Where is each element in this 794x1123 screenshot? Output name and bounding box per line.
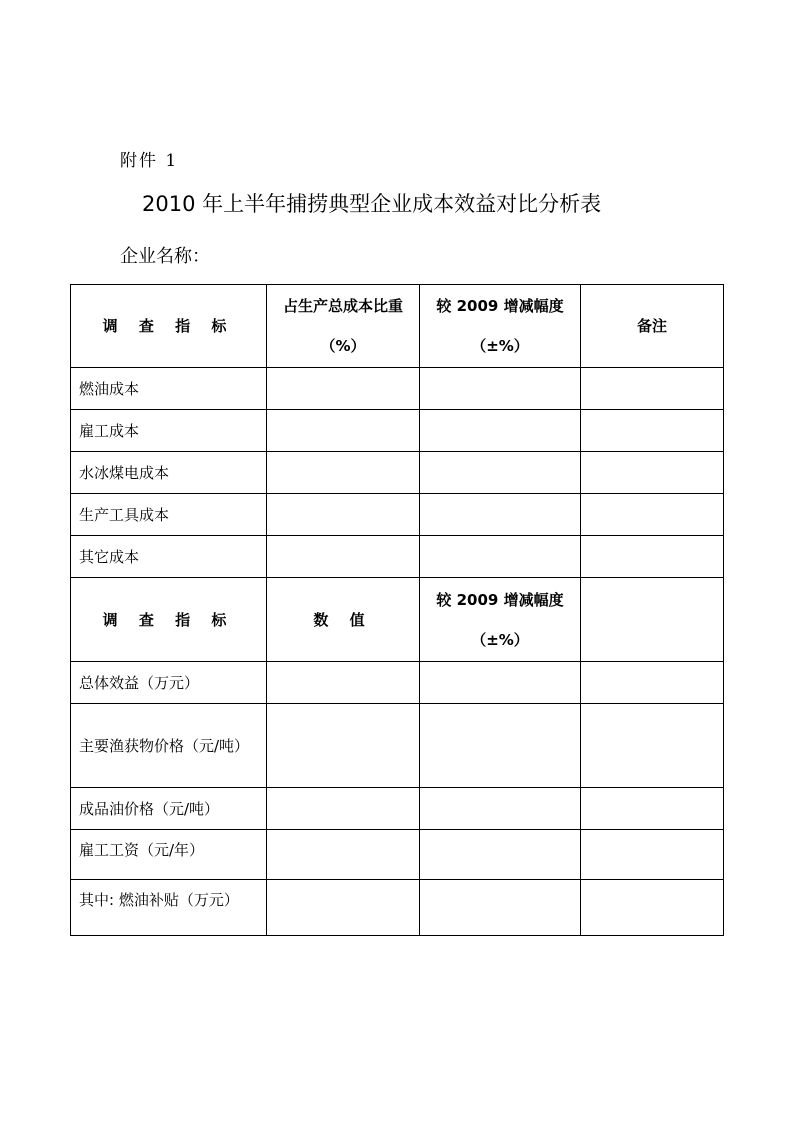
input-cell[interactable] [420, 368, 581, 410]
input-cell[interactable] [581, 536, 724, 578]
input-cell[interactable] [420, 704, 581, 788]
header-change-vs-2009: 较 2009 增减幅度（±%） [420, 285, 581, 368]
table-row [71, 788, 724, 830]
input-cell[interactable] [420, 452, 581, 494]
cost-benefit-table [70, 284, 724, 936]
input-cell[interactable] [267, 788, 420, 830]
input-cell[interactable] [267, 494, 420, 536]
header-value: 数 值 [267, 578, 420, 662]
input-cell[interactable] [420, 410, 581, 452]
input-cell[interactable] [581, 880, 724, 936]
header-remarks: 备注 [581, 285, 724, 368]
row-label: 总体效益（万元） [71, 662, 267, 704]
input-cell[interactable] [581, 410, 724, 452]
row-label: 燃油成本 [71, 368, 267, 410]
input-cell[interactable] [267, 830, 420, 880]
input-cell[interactable] [581, 788, 724, 830]
table-row [71, 704, 724, 788]
input-cell[interactable] [267, 410, 420, 452]
row-label: 成品油价格（元/吨） [71, 788, 267, 830]
header-indicator: 调 查 指 标 [71, 285, 267, 368]
table-row [71, 662, 724, 704]
input-cell[interactable] [581, 452, 724, 494]
header-change-vs-2009: 较 2009 增减幅度（±%） [420, 578, 581, 662]
row-label: 水冰煤电成本 [71, 452, 267, 494]
input-cell[interactable] [581, 494, 724, 536]
row-label: 雇工工资（元/年） [71, 830, 267, 880]
section1-header-row [71, 285, 724, 368]
row-label: 其中: 燃油补贴（万元） [71, 880, 267, 936]
row-label: 生产工具成本 [71, 494, 267, 536]
input-cell[interactable] [267, 452, 420, 494]
attachment-label: 附件 1 [120, 151, 179, 171]
table-row [71, 536, 724, 578]
input-cell[interactable] [267, 662, 420, 704]
table-row [71, 452, 724, 494]
input-cell[interactable] [581, 662, 724, 704]
input-cell[interactable] [267, 704, 420, 788]
input-cell[interactable] [420, 662, 581, 704]
row-label: 雇工成本 [71, 410, 267, 452]
table-row [71, 880, 724, 936]
table-row [71, 494, 724, 536]
input-cell[interactable] [581, 830, 724, 880]
input-cell[interactable] [420, 494, 581, 536]
company-name-label: 企业名称： [120, 246, 210, 267]
document-title: 2010 年上半年捕捞典型企业成本效益对比分析表 [142, 192, 602, 216]
row-label: 其它成本 [71, 536, 267, 578]
table-row [71, 368, 724, 410]
header-cost-share: 占生产总成本比重（%） [267, 285, 420, 368]
table-row [71, 830, 724, 880]
input-cell[interactable] [267, 536, 420, 578]
header-blank [581, 578, 724, 662]
input-cell[interactable] [581, 704, 724, 788]
input-cell[interactable] [420, 880, 581, 936]
input-cell[interactable] [581, 368, 724, 410]
section2-header-row [71, 578, 724, 662]
table-row [71, 410, 724, 452]
input-cell[interactable] [420, 788, 581, 830]
row-label: 主要渔获物价格（元/吨） [71, 704, 267, 788]
header-indicator: 调 查 指 标 [71, 578, 267, 662]
input-cell[interactable] [267, 368, 420, 410]
input-cell[interactable] [420, 830, 581, 880]
input-cell[interactable] [267, 880, 420, 936]
input-cell[interactable] [420, 536, 581, 578]
